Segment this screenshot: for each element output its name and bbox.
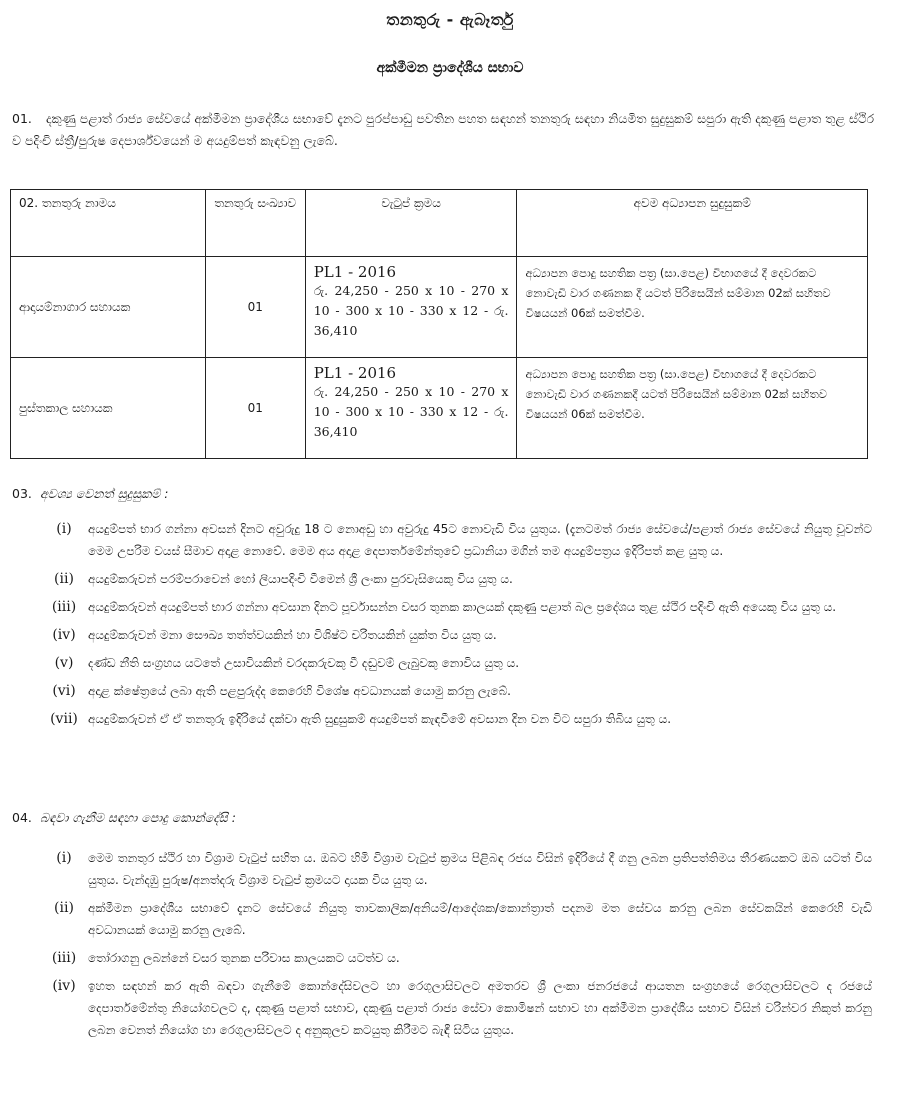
header-post-count: තනතුරු සංඛ්‍යාව xyxy=(205,190,305,257)
item-numeral: (ii) xyxy=(54,571,74,587)
page-title: තනතුරු - ඇබෑර්තු xyxy=(386,10,514,29)
section-03-list xyxy=(40,518,872,736)
section-03-title: අවශ්‍ය වෙනත් සුදුසුකම් : xyxy=(40,486,169,501)
list-item xyxy=(40,568,872,590)
item-numeral: (ii) xyxy=(54,900,74,916)
salary-scale-code: PL1 - 2016 xyxy=(313,364,397,382)
section-04-heading xyxy=(12,810,236,826)
item-text: තෝරාගනු ලබන්නේ වසර තුනක පරිවාස කාලයකට යටත්ව ය. xyxy=(88,951,400,965)
salary-scale-cell xyxy=(305,257,517,358)
posts-table xyxy=(10,189,868,459)
post-count: 01 xyxy=(205,257,305,358)
item-numeral: (vi) xyxy=(52,683,76,699)
item-numeral: (i) xyxy=(56,521,72,537)
item-text: අයදුම්කරුවන් ඒ ඒ තනතුරු ඉදිරියේ දක්වා ඇති සුදුසුකම් අයදුම්පත් කැඳවීමේ අවසාන දින වන විට සපුරා තිබිය යුතු ය. xyxy=(88,712,672,726)
item-numeral: (i) xyxy=(56,850,72,866)
list-item xyxy=(40,652,872,674)
header-qualification: අවම අධ්‍යාපන සුදුසුකම් xyxy=(517,190,868,257)
item-text: අදාළ ක්ෂේත්‍රයේ ලබා ඇති පළපුරුද්ද කෙරෙහි විශේෂ අවධානයක් යොමු කරනු ලැබේ. xyxy=(88,684,511,698)
item-text: අයදුම්කරුවන් පරම්පරාවෙන් හෝ ලියාපදිංචි වීමෙන් ශ්‍රී ලංකා පුරවැසියෙකු විය යුතු ය. xyxy=(88,572,513,586)
item-text: මෙම තනතුර ස්ථිර හා විශ්‍රාම වැටුප් සහිත ය. ඔබට හිමි විශ්‍රාම වැටුප් ක්‍රමය පිළිබඳ රජය විසින් ඉදිරියේ දී ගනු ලබන ප්‍රතිපත්තිමය තීරණයකට ඔබ යටත් විය යුතුය. වැන්දඹු පුරුෂ/අනත්දරු විශ්‍රාම වැටුප් ක්‍රමයට දායක විය යුතු ය. xyxy=(88,851,872,887)
list-item xyxy=(40,518,872,562)
item-numeral: (iv) xyxy=(52,627,76,643)
section-04-list xyxy=(40,847,872,1047)
salary-scale-detail: රු. 24,250 - 250 x 10 - 270 x 10 - 300 x 10 - 330 x 12 - රු. 36,410 xyxy=(313,283,509,338)
item-numeral: (v) xyxy=(54,655,74,671)
table-header-row xyxy=(11,190,868,257)
item-numeral: (iii) xyxy=(51,599,77,615)
salary-scale-code: PL1 - 2016 xyxy=(313,263,397,281)
item-numeral: (iii) xyxy=(51,950,77,966)
table-row xyxy=(11,257,868,358)
qualification-text: අධ්‍යාපන පොදු සහතික පත්‍ර (සා.පෙළ) විභාගයේ දී දෙවරකට නොවැඩි වාර ගණනක දී යටත් පිරිසෙයින් සම්මාන 02ක් සහිතව විෂයයන් 06ක් සමත්වීම. xyxy=(517,257,868,358)
section-01-number: 01. xyxy=(12,111,32,126)
section-01-paragraph xyxy=(12,108,874,152)
section-01-text: දකුණු පළාත් රාජ්‍ය සේවයේ අක්මීමන ප්‍රාදේශීය සභාවේ දැනට පුරප්පාඩු පවතින පහත සඳහන් තනතුරු සඳහා නියමිත සුදුසුකම් සපුරා ඇති දකුණු පළාත තුළ ස්ථිර ව පදිංචි ස්ත්‍රී/පුරුෂ දෙපාර්ශ්වයෙන් ම අයදුම්පත් කැඳවනු ලැබේ. xyxy=(12,111,874,148)
list-item xyxy=(40,975,872,1041)
salary-scale-detail: රු. 24,250 - 250 x 10 - 270 x 10 - 300 x 10 - 330 x 12 - රු. 36,410 xyxy=(313,384,509,439)
list-item xyxy=(40,624,872,646)
section-03-heading xyxy=(12,486,168,502)
list-item xyxy=(40,596,872,618)
item-text: අයදුම්කරුවන් මනා සෞඛ්‍ය තත්ත්වයකින් හා විශිෂ්ට චරිතයකින් යුක්ත විය යුතු ය. xyxy=(88,628,497,642)
list-item xyxy=(40,847,872,891)
list-item xyxy=(40,708,872,730)
item-text: අක්මීමන ප්‍රාදේශීය සභාවේ දැනට සේවයේ නියුතු තාවකාලික/අනියම්/ආදේශක/කොන්ත්‍රාත් පදනම මත සේවය කරනු ලබන සේවකයින් කෙරෙහි වැඩි අවධානයක් යොමු කරනු ලැබේ. xyxy=(88,901,872,937)
item-numeral: (vii) xyxy=(50,711,78,727)
item-text: දණ්ඩ නීති සංග්‍රහය යටතේ උසාවියකින් වරදකරුවකු වී දඬුවම් ලැබුවකු නොවිය යුතු ය. xyxy=(88,656,520,670)
institution-name: අක්මීමන ප්‍රාදේශීය සභාව xyxy=(376,60,524,76)
section-04-number: 04. xyxy=(12,810,32,825)
post-count: 01 xyxy=(205,358,305,459)
item-numeral: (iv) xyxy=(52,978,76,994)
salary-scale-cell xyxy=(305,358,517,459)
item-text: අයදුම්පත් භාර ගන්නා අවසන් දිනට අවුරුදු 18 ට නොඅඩු හා අවුරුදු 45ට නොවැඩි විය යුතුය. (දැනටමත් රාජ්‍ය සේවයේ/පළාත් රාජ්‍ය සේවයේ නියුතු වූවන්ට මෙම උපරිම වයස් සීමාව අදාළ නොවේ. මෙම අය අදාළ දෙපාර්තමේන්තුවේ ප්‍රධානියා මගින් තම අයදුම්පත්‍රය ඉදිරිපත් කළ යුතු ය. xyxy=(88,522,872,558)
list-item xyxy=(40,680,872,702)
post-name: පුස්තකාල සහායක xyxy=(11,358,206,459)
item-text: අයදුම්කරුවන් අයදුම්පත් භාර ගන්නා අවසාන දිනට පූර්වාසන්න වසර තුනක කාලයක් දකුණු පළාත් බල ප්‍රදේශය තුළ ස්ථිර පදිංචි ඇති අයෙකු විය යුතු ය. xyxy=(88,600,837,614)
section-03-number: 03. xyxy=(12,486,32,501)
qualification-text: අධ්‍යාපන පොදු සහතික පත්‍ර (සා.පෙළ) විභාගයේ දී දෙවරකට නොවැඩි වාර ගණනකදී යටත් පිරිසෙයින් සම්මාන 02ක් සහිතව විෂයයන් 06ක් සමත්වීම. xyxy=(517,358,868,459)
header-post-name: 02. තනතුරු නාමය xyxy=(11,190,206,257)
list-item xyxy=(40,947,872,969)
section-04-title: බඳවා ගැනීම සඳහා පොදු කොන්දේසි : xyxy=(40,810,236,825)
list-item xyxy=(40,897,872,941)
table-row xyxy=(11,358,868,459)
item-text: ඉහත සඳහන් කර ඇති බඳවා ගැනීමේ කොන්දේසිවලට හා රෙගුලාසිවලට අමතරව ශ්‍රී ලංකා ජනරජයේ ආයතන සංග්‍රහයේ රෙගුලාසිවලට ද රජයේ දෙපාර්තමේන්තු නියෝගවලට ද, දකුණු පළාත් සභාව, දකුණු පළාත් රාජ්‍ය සේවා කොමිෂන් සභාව හා අක්මීමන ප්‍රාදේශීය සභාව විසින් වරින්වර නිකුත් කරනු ලබන වෙනත් නියෝග හා රෙගුලාසිවලට ද අනුකූලව කටයුතු කිරීමට බැඳී සිටිය යුතුය. xyxy=(88,979,872,1037)
header-salary-scale: වැටුප් ක්‍රමය xyxy=(305,190,517,257)
post-name: ආදායම්නාගාර සහායක xyxy=(11,257,206,358)
